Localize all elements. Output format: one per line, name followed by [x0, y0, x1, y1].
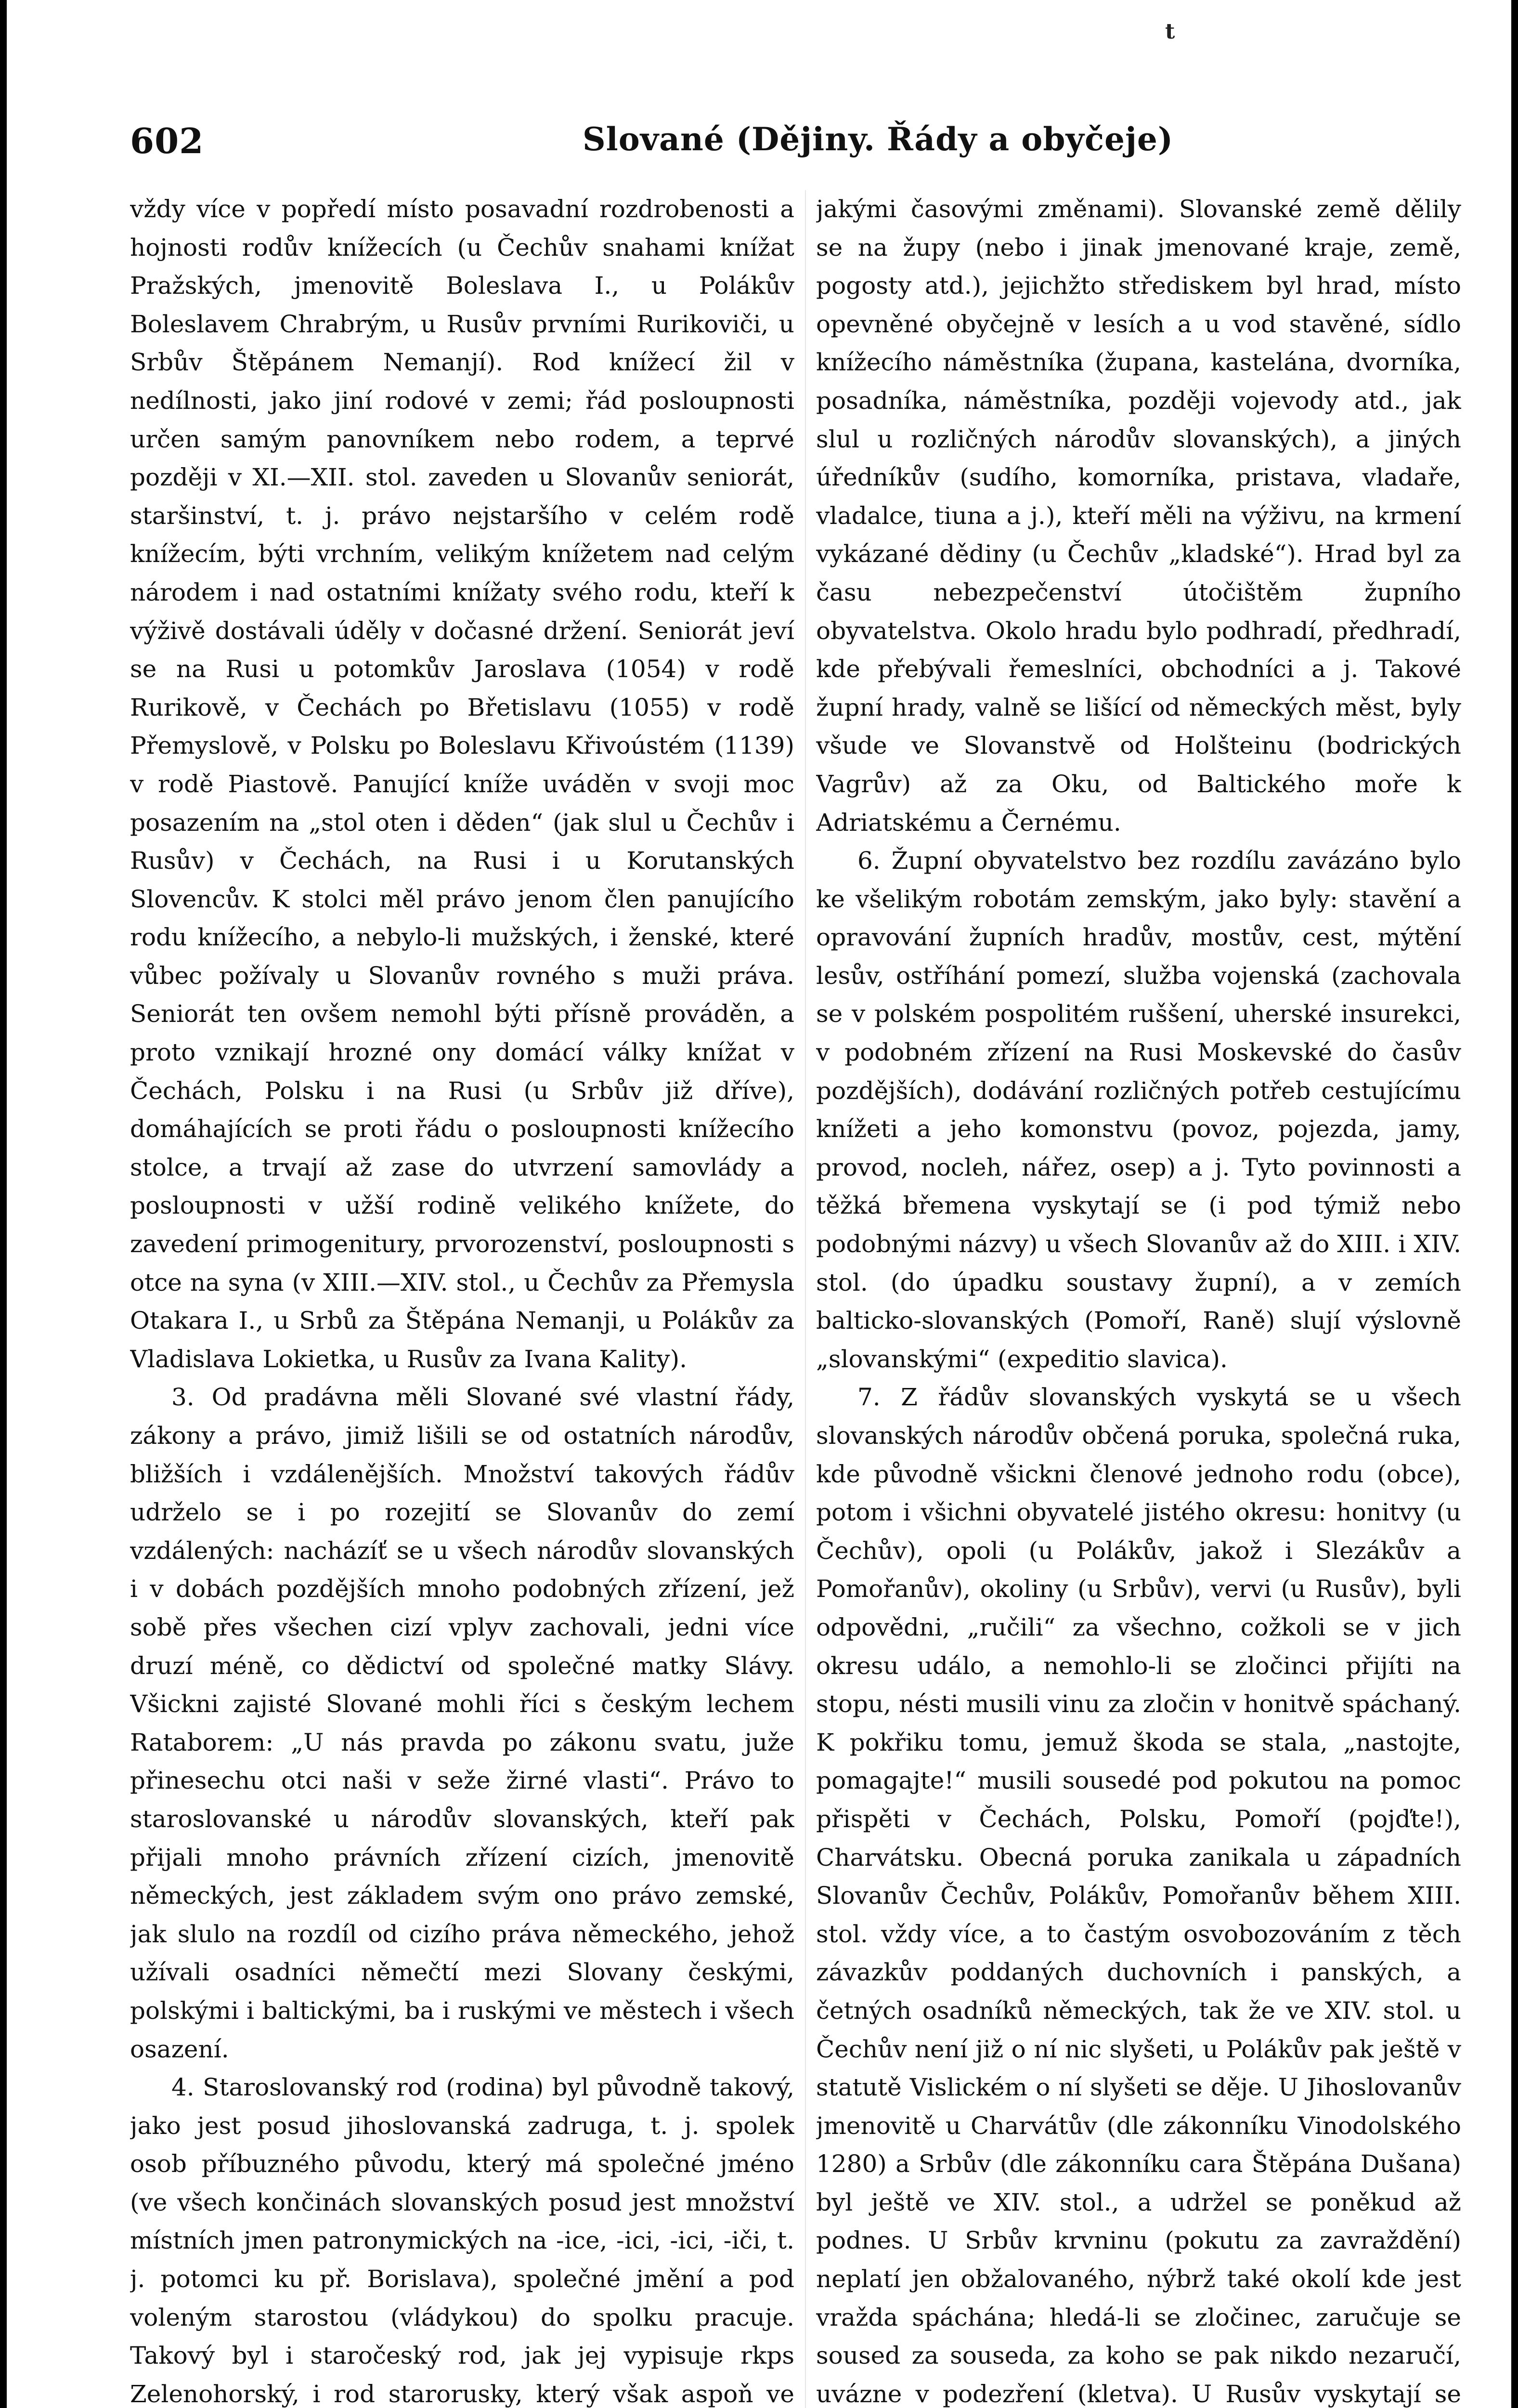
left-column — [130, 190, 794, 2408]
paragraph: 7. Z řádův slovanských vyskytá se u všech slovanských národův občená poruka, společná ruka, kde původně všickni členové jednoho rodu (obce), potom i všichni obyvatelé jistého okresu: honitvy (u Čechův), opoli (u Polákův, jakož i Slezákův a Pomořanův), okoliny (u Srbův), vervi (u Rusův), byli odpovědni, „ručili“ za všechno, cožkoli se v jich okresu událo, a nemohlo-li se zločinci přijíti na stopu, nésti musili vinu za zločin v honitvě spáchaný. K pokřiku tomu, jemuž škoda se stala, „nastojte, pomagajte!“ musili sousedé pod pokutou na pomoc přispěti v Čechách, Polsku, Pomoří (pojďte!), Charvátsku. Obecná poruka zanikala u západních Slovanův Čechův, Polákův, Pomořanův během XIII. stol. vždy více, a to častým osvobozováním z těch závazkův poddaných duchovních i panských, a četných osadníků německých, tak že ve XIV. stol. u Čechův není již o ní nic slyšeti, u Polákův pak ještě v statutě Vislickém o ní slyšeti se děje. U Jihoslovanův jmenovitě u Charvátův (dle zákonníku Vinodolského 1280) a Srbův (dle zákonníku cara Štěpána Dušana) byl ještě ve XIV. stol., a udržel se poněkud až podnes. U Srbův krvninu (pokutu za zavraždění) neplatí jen obžalovaného, nýbrž také okolí kde jest vražda spáchána; hledá-li se zločinec, zaručuje se soused za souseda, za koho se pak nikdo nezaručí, uvázne v podezření (kletva). U Rusův vyskytají se — [816, 1383, 1461, 2408]
page-header — [130, 120, 1382, 164]
paragraph: vždy více v popředí místo posavadní rozdrobenosti a hojnosti rodův knížecích (u Čechův snahami knížat Pražských, jmenovitě Boleslava I., u Polákův Boleslavem Chrabrým, u Rusův prvními Rurikoviči, u Srbův Štěpánem Nemanjí). Rod knížecí žil v nedílnosti, jako jiní rodové v zemi; řád posloupnosti určen samým panovníkem nebo rodem, a teprvé později v XI.—XII. stol. zaveden u Slovanův seniorát, staršinství, t. j. právo nejstaršího v celém rodě knížecím, býti vrchním, velikým knížetem nad celým národem i nad ostatními knížaty svého rodu, kteří k výživě dostávali úděly v dočasné držení. Seniorát jeví se na Rusi u potomkův Jaroslava (1054) v rodě Rurikově, v Čechách po Břetislavu (1055) v rodě Přemyslově, v Polsku po Boleslavu Křivoústém (1139) v rodě Piastově. Panující kníže uváděn v svoji moc posazením na „stol oten i děden“ (jak slul u Čechův i Rusův) v Čechách, na Rusi i u Korutanských Slovencův. K stolci měl právo jenom člen panujícího rodu knížecího, a nebylo-li mužských, i ženské, které vůbec požívaly u Slovanův rovného s muži práva. Seniorát ten ovšem nemohl býti přísně prováděn, a proto vznikají hrozné ony domácí války knížat v Čechách, Polsku i na Rusi (u Srbův již dříve), domáhajících se proti řádu o posloupnosti knížecího stolce, a trvají až zase do utvrzení samovlády a posloupnosti v užší rodině velikého knížete, do zavedení primogenitury, prvorozenství, posloupnosti s otce na syna (v XIII.—XIV. stol., u Čechův za Přemysla Otakara I., u Srbů za Štěpána Nemanji, u Polákův za Vladislava Lokietka, u Rusův za Ivana Kality). — [130, 195, 794, 1373]
running-head: Slované (Dějiny. Řády a obyčeje) — [583, 120, 1174, 158]
right-column — [816, 190, 1461, 2408]
column-gutter — [805, 190, 806, 2408]
paragraph: 6. Župní obyvatelstvo bez rozdílu zavázáno bylo ke všelikým robotám zemským, jako byly: stavění a opravování župních hradův, mostův, cest, mýtění lesův, ostříhání pomezí, služba vojenská (zachovala se v polském pospolitém ruššení, uherské insurekci, v podobném zřízení na Rusi Moskevské do časův pozdějších), dodávání rozličných potřeb cestujícímu knížeti a jeho komonstvu (povoz, pojezda, jamy, provod, nocleh, nářez, osep) a j. Tyto povinnosti a těžká břemena vyskytají se (i pod týmiž nebo podobnými názvy) u všech Slovanův až do XIII. i XIV. stol. (do úpadku soustavy župní), a v zemích balticko-slovanských (Pomoří, Raně) slují výslovně „slovanskými“ (expeditio slavica). — [816, 847, 1461, 1373]
paragraph: 3. Od pradávna měli Slované své vlastní řády, zákony a právo, jimiž lišili se od ostatních národův, bližších i vzdálenějších. Množství takových řádův udrželo se i po rozejití se Slovanův do zemí vzdálených: nacházíť se u všech národův slovanských i v dobách pozdějších mnoho podobných zřízení, jež sobě přes všechen cizí vplyv zachovali, jedni více druzí méně, co dědictví od společné matky Slávy. Všickni zajisté Slované mohli říci s českým lechem Rataborem: „U nás pravda po zákonu svatu, juže přinesechu otci naši v seže žirné vlasti“. Právo to staroslovanské u národův slovanských, kteří pak přijali mnoho právních zřízení cizích, jmenovitě německých, jest základem svým ono právo zemské, jak slulo na rozdíl od cizího práva německého, jehož užívali osadníci němečtí mezi Slovany českými, polskými i baltickými, ba i ruskými ve městech i všech osazení. — [130, 1383, 794, 2063]
paragraph: jakými časovými změnami). Slovanské země dělily se na župy (nebo i jinak jmenované kraje, země, pogosty atd.), jejichžto střediskem byl hrad, místo opevněné obyčejně v lesích a u vod stavěné, sídlo knížecího náměstníka (župana, kastelána, dvorníka, posadníka, náměstníka, později vojevody atd., jak slul u rozličných národův slovanských), a jiných úředníkův (sudího, komorníka, pristava, vladaře, vladalce, tiuna a j.), kteří měli na výživu, na krmení vykázané dědiny (u Čechův „kladské“). Hrad byl za času nebezpečenství útočištěm župního obyvatelstva. Okolo hradu bylo podhradí, předhradí, kde přebývali řemeslníci, obchodníci a j. Takové župní hrady, valně se lišící od německých měst, byly všude ve Slovanstvě od Holšteinu (bodrických Vagrův) až za Oku, od Baltického moře k Adriatskému a Černému. — [816, 195, 1461, 837]
scan-edge-left — [0, 0, 7, 2408]
scan-edge-right — [1511, 0, 1518, 2408]
paragraph: 4. Staroslovanský rod (rodina) byl původně takový, jako jest posud jihoslovanská zadruga, t. j. spolek osob příbuzného původu, který má společné jméno (ve všech končinách slovanských posud jest množství místních jmen patronymických na -ice, -ici, -ici, -iči, t. j. potomci ku př. Borislava), společné jmění a pod voleným starostou (vládykou) do spolku pracuje. Takový byl i staročeský rod, jak jej vypisuje rkps Zelenohorský, i rod starorusky, který však aspoň ve — [130, 2073, 794, 2408]
corner-mark: t — [1165, 19, 1175, 44]
page-number: 602 — [130, 120, 204, 161]
